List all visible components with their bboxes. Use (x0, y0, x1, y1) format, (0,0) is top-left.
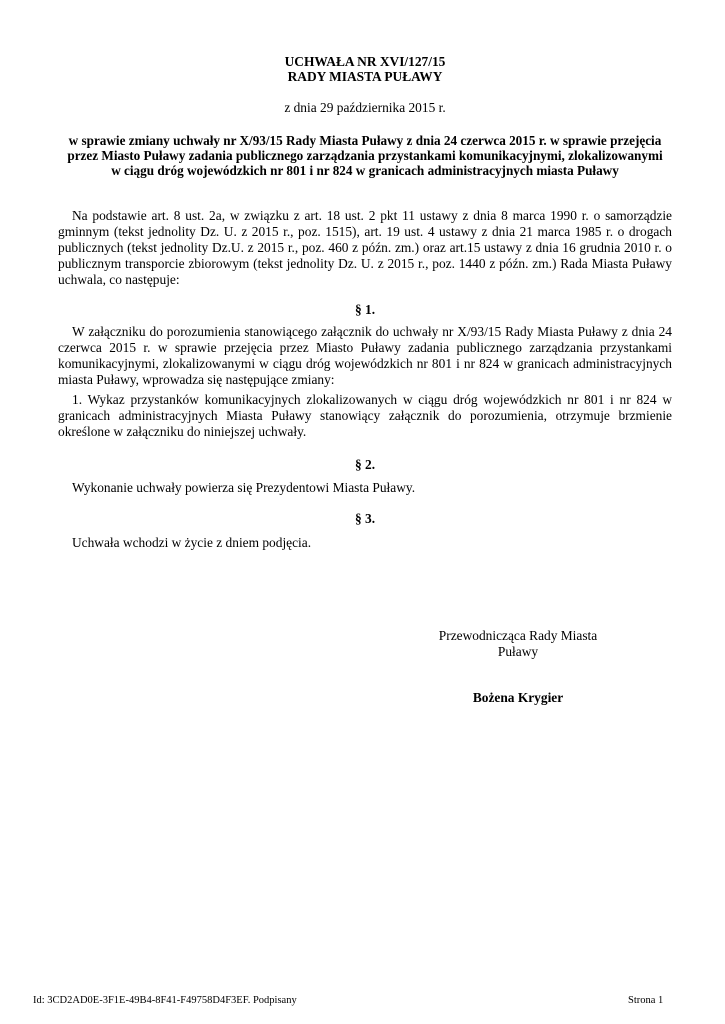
preamble-paragraph (58, 208, 672, 288)
signature-name: Bożena Krygier (472, 690, 564, 705)
resolution-subject-line2: przez Miasto Puławy zadania publicznego zarządzania przystankami komunikacyjnymi, zlokalizowanymi (67, 148, 663, 163)
section-1-text: W załączniku do porozumienia stanowiącego załącznik do uchwały nr X/93/15 Rady Miasta Puławy z dnia 24 czerwca 2015 r. w sprawie przejęcia przez Miasto Puławy zadania publicznego zarządzania przystankami komunikacyjnymi, zlokalizowanymi w ciągu dróg wojewódzkich nr 801 i nr 824 w granicach administracyjnych miasta Puławy, wprowadza się następujące zmiany: (58, 324, 672, 387)
resolution-subject-line3: w ciągu dróg wojewódzkich nr 801 i nr 824 w granicach administracyjnych miasta Puławy (111, 163, 619, 178)
resolution-subject-line1: w sprawie zmiany uchwały nr X/93/15 Rady Miasta Puławy z dnia 24 czerwca 2015 r. w sprawie przejęcia (68, 133, 662, 148)
signature-role-line1: Przewodnicząca Rady Miasta (438, 628, 598, 643)
section-1-item-text: 1. Wykaz przystanków komunikacyjnych zlokalizowanych w ciągu dróg wojewódzkich nr 801 i nr 824 w granicach administracyjnych Miasta Puławy stanowiący załącznik do porozumienia, otrzymuje brzmienie określone w załączniku do niniejszej uchwały. (58, 392, 672, 439)
section-3-heading: § 3. (354, 511, 376, 526)
section-2-heading: § 2. (354, 457, 376, 472)
section-1-paragraph (58, 324, 672, 388)
footer-page-number: Strona 1 (628, 995, 664, 1006)
resolution-title-line2: RADY MIASTA PUŁAWY (287, 69, 443, 84)
signature-role-line2: Puławy (497, 644, 539, 659)
resolution-title-line1: UCHWAŁA NR XVI/127/15 (284, 54, 446, 69)
resolution-date: z dnia 29 października 2015 r. (284, 100, 446, 115)
section-1-item (58, 392, 672, 440)
footer-document-id: Id: 3CD2AD0E-3F1E-49B4-8F41-F49758D4F3EF. Podpisany (33, 995, 297, 1006)
section-3-text: Uchwała wchodzi w życie z dniem podjęcia. (72, 535, 312, 550)
section-1-heading: § 1. (354, 302, 376, 317)
section-2-text: Wykonanie uchwały powierza się Prezydentowi Miasta Puławy. (72, 480, 416, 495)
preamble-text: Na podstawie art. 8 ust. 2a, w związku z art. 18 ust. 2 pkt 11 ustawy z dnia 8 marca 1990 r. o samorządzie gminnym (tekst jednolity Dz. U. z 2015 r., poz. 1515), art. 19 ust. 4 ustawy z dnia 21 marca 1985 r. o drogach publicznych (tekst jednolity Dz.U. z 2015 r., poz. 460 z późn. zm.) oraz art.15 ustawy z dnia 16 grudnia 2010 r. o publicznym transporcie zbiorowym (tekst jednolity Dz. U. z 2015 r., poz. 1440 z późn. zm.) Rada Miasta Puławy uchwala, co następuje: (58, 208, 672, 287)
